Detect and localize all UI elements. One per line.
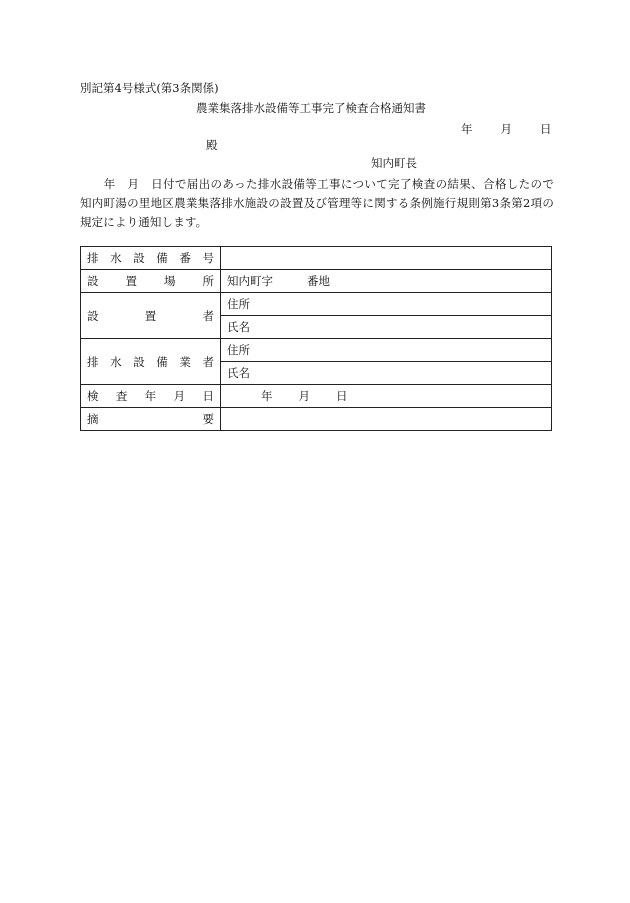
label-char: 年 <box>144 389 157 403</box>
table-row-contractor-address <box>81 339 552 362</box>
table-row-drainage-number <box>81 247 552 270</box>
label-contractor <box>81 339 221 385</box>
table-row-remarks <box>81 408 552 431</box>
label-char: 排 <box>87 251 99 265</box>
label-char: 水 <box>110 251 122 265</box>
label-char: 者 <box>202 308 214 323</box>
form-number-label: 別記第4号様式(第3条関係) <box>80 81 219 95</box>
label-char: 号 <box>202 251 214 265</box>
label-char: 所 <box>202 274 214 288</box>
location-prefix: 知内町字 <box>227 274 273 288</box>
value-drainage-number[interactable] <box>221 247 552 270</box>
location-suffix: 番地 <box>307 274 330 288</box>
issue-date <box>461 124 552 136</box>
inspection-date-field[interactable] <box>221 385 552 408</box>
label-char: 置 <box>144 308 157 323</box>
label-char: 番 <box>179 251 191 265</box>
inspection-details-table <box>80 246 552 431</box>
issue-date-day: 日 <box>540 122 552 136</box>
label-char: 検 <box>87 389 99 403</box>
label-char: 要 <box>202 412 214 426</box>
label-char: 設 <box>87 274 99 288</box>
issuer-name: 知内町長 <box>371 156 417 170</box>
remarks-field[interactable] <box>221 408 552 431</box>
label-char: 備 <box>156 354 168 369</box>
label-drainage-number <box>81 247 221 270</box>
label-char: 設 <box>87 308 99 323</box>
label-char: 設 <box>133 354 145 369</box>
issue-date-month: 月 <box>500 122 512 136</box>
label-char: 摘 <box>87 412 99 426</box>
value-installation-location[interactable] <box>221 270 552 293</box>
table-row-installer-address <box>81 293 552 316</box>
addressee-honorific: 殿 <box>206 138 218 152</box>
installer-name-field[interactable]: 氏名 <box>221 316 552 339</box>
label-char: 場 <box>164 274 176 288</box>
inspection-month: 月 <box>298 389 310 403</box>
label-char: 排 <box>87 354 99 369</box>
label-char: 日 <box>202 389 214 403</box>
contractor-address-field[interactable]: 住所 <box>221 339 552 362</box>
label-remarks <box>81 408 221 431</box>
label-installation-location <box>81 270 221 293</box>
table-row-inspection-date <box>81 385 552 408</box>
label-char: 査 <box>115 389 128 403</box>
label-char: 業 <box>179 354 191 369</box>
label-inspection-date <box>81 385 221 408</box>
document-title: 農業集落排水設備等工事完了検査合格通知書 <box>196 101 426 115</box>
installer-address-field[interactable]: 住所 <box>221 293 552 316</box>
label-char: 備 <box>156 251 168 265</box>
issue-date-year: 年 <box>461 122 473 136</box>
notice-body-text: 年 月 日付で届出のあった排水設備等工事について完了検査の結果、合格したので知内町湯の里地区農業集落排水施設の設置及び管理等に関する条例施行規則第3条第2項の規定により通知します。 <box>80 177 554 229</box>
label-char: 水 <box>110 354 122 369</box>
contractor-name-field[interactable]: 氏名 <box>221 362 552 385</box>
inspection-year: 年 <box>261 389 273 403</box>
label-char: 者 <box>202 354 214 369</box>
label-char: 設 <box>133 251 145 265</box>
table-row-installation-location <box>81 270 552 293</box>
label-char: 置 <box>125 274 137 288</box>
label-char: 月 <box>173 389 186 403</box>
label-installer <box>81 293 221 339</box>
inspection-day: 日 <box>336 389 348 403</box>
